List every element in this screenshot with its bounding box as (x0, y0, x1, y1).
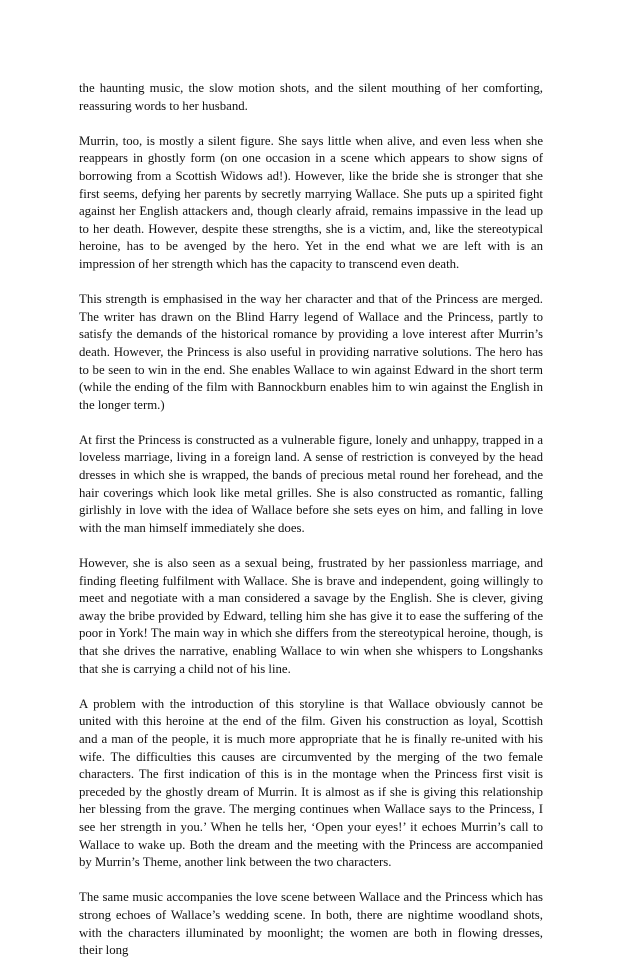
body-text (79, 80, 543, 960)
paragraph-3: This strength is emphasised in the way her character and that of the Princess are merged. The writer has drawn on the Blind Harry legend of Wallace and the Princess, partly to satisfy the demands of the historical romance by providing a love interest after Murrin’s death. However, the Princess is also useful in providing narrative solutions. The hero has to be seen to win in the end. She enables Wallace to win against Edward in the short term (while the ending of the film with Bannockburn enables him to win against the English in the longer term.) (79, 292, 543, 412)
paragraph-4: At first the Princess is constructed as a vulnerable figure, lonely and unhappy, trapped in a loveless marriage, living in a foreign land. A sense of restriction is conveyed by the head dresses in which she is wrapped, the bands of precious metal round her forehead, and the hair coverings which look like metal grilles. She is also constructed as romantic, falling girlishly in love with the idea of Wallace before she sets eyes on him, and falling in love with the man himself immediately she does. (79, 432, 543, 535)
paragraph-6: A problem with the introduction of this storyline is that Wallace obviously cannot be united with this heroine at the end of the film. Given his construction as loyal, Scottish and a man of the people, it is much more appropriate that he is finally re-united with his wife. The difficulties this causes are circumvented by the merging of the two female characters. The first indication of this is in the montage when the Princess first visit is preceded by the ghostly dream of Murrin. It is almost as if she is giving this relationship her blessing from the grave. The merging continues when Wallace says to the Princess, I see her strength in you.’ When he tells her, ‘Open your eyes!’ it echoes Murrin’s call to Wallace to wake up. Both the dream and the meeting with the Princess are accompanied by Murrin’s Theme, another link between the two characters. (79, 696, 543, 870)
paragraph-1: the haunting music, the slow motion shots, and the silent mouthing of her comforting, reassuring words to her husband. (79, 81, 543, 113)
paragraph-2: Murrin, too, is mostly a silent figure. She says little when alive, and even less when she reappears in ghostly form (on one occasion in a scene which appears to show signs of borrowing from a Scottish Widows ad!). However, like the bride she is stronger that she first seems, defying her parents by secretly marrying Wallace. She puts up a spirited fight against her English attackers and, though clearly afraid, remains impassive in the lead up to her death. However, despite these strengths, she is a victim, and, like the stereotypical heroine, has to be avenged by the hero. Yet in the end what we are left with is an impression of her strength which has the capacity to transcend even death. (79, 133, 543, 271)
paragraph-7: The same music accompanies the love scene between Wallace and the Princess which has strong echoes of Wallace’s wedding scene. In both, there are nightime woodland shots, with the characters illuminated by moonlight; the women are both in flowing dresses, their long (79, 890, 543, 958)
paragraph-5: However, she is also seen as a sexual being, frustrated by her passionless marriage, and finding fleeting fulfilment with Wallace. She is brave and independent, going willingly to meet and negotiate with a man considered a savage by the English. She is clever, giving away the bribe provided by Edward, telling him she has give it to ease the suffering of the poor in York! The main way in which she differs from the stereotypical heroine, though, is that she drives the narrative, enabling Wallace to win when she whispers to Longshanks that she is carrying a child not of his line. (79, 556, 543, 676)
